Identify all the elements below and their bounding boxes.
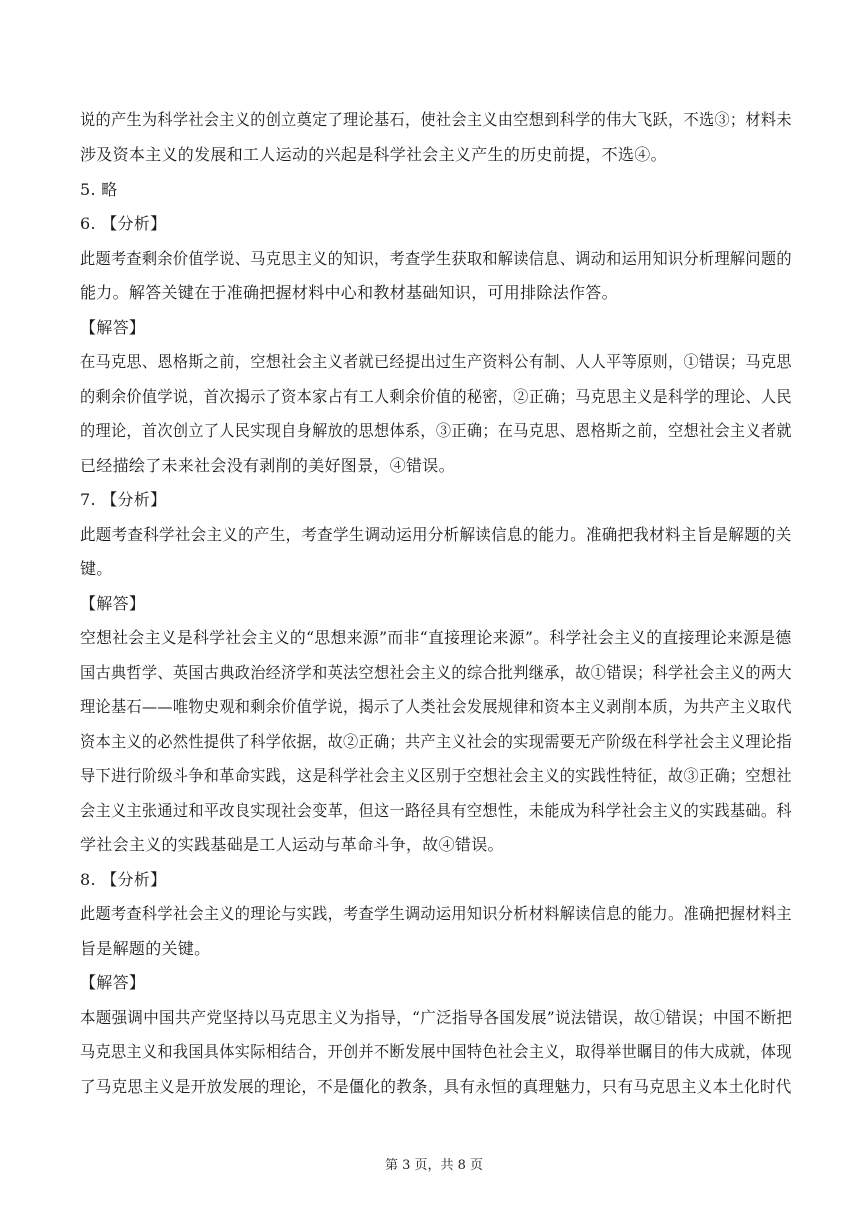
text-line: 马克思主义和我国具体实际相结合，开创并不断发展中国特色社会主义，取得举世瞩目的伟大成就，体现 [80, 1042, 792, 1061]
text-line: 能力。解答关键在于准确把握材料中心和教材基础知识，可用排除法作答。 [80, 283, 618, 302]
text-line: 已经描绘了未来社会没有剥削的美好图景，④错误。 [80, 456, 455, 475]
text-line: 5. 略 [80, 180, 118, 199]
page-footer: 第 3 页，共 8 页 [384, 1158, 484, 1173]
text-line: 会主义主张通过和平改良实现社会变革，但这一路径具有空想性，未能成为科学社会主义的实践基础。科 [80, 801, 792, 820]
text-line: 【解答】 [80, 594, 146, 613]
text-line: 的理论，首次创立了人民实现自身解放的思想体系，③正确；在马克思、恩格斯之前，空想社会主义者就 [80, 421, 792, 440]
text-line: 7. 【分析】 [80, 490, 167, 509]
text-line: 【解答】 [80, 973, 146, 992]
text-line: 理论基石——唯物史观和剩余价值学说，揭示了人类社会发展规律和资本主义剥削本质，为共产主义取代 [80, 697, 792, 716]
text-line: 资本主义的必然性提供了科学依据，故②正确；共产主义社会的实现需要无产阶级在科学社会主义理论指 [80, 732, 792, 751]
text-line: 学社会主义的实践基础是工人运动与革命斗争，故④错误。 [80, 835, 504, 854]
text-line: 6. 【分析】 [80, 214, 167, 233]
text-line: 国古典哲学、英国古典政治经济学和英法空想社会主义的综合批判继承，故①错误；科学社会主义的两大 [80, 663, 792, 682]
text-line: 空想社会主义是科学社会主义的“思想来源”而非“直接理论来源”。科学社会主义的直接理论来源是德 [80, 628, 792, 647]
text-line: 旨是解题的关键。 [80, 939, 211, 958]
text-line: 此题考查剩余价值学说、马克思主义的知识，考查学生获取和解读信息、调动和运用知识分析理解问题的 [80, 249, 792, 268]
text-line: 8. 【分析】 [80, 870, 167, 889]
document-page [80, 0, 792, 1228]
text-line: 本题强调中国共产党坚持以马克思主义为指导，“广泛指导各国发展”说法错误，故①错误；中国不断把 [80, 1008, 793, 1027]
text-line: 在马克思、恩格斯之前，空想社会主义者就已经提出过生产资料公有制、人人平等原则，①错误；马克思 [80, 352, 792, 371]
text-line: 的剩余价值学说，首次揭示了资本家占有工人剩余价值的秘密，②正确；马克思主义是科学的理论、人民 [80, 387, 792, 406]
text-line: 此题考查科学社会主义的产生，考查学生调动运用分析解读信息的能力。准确把我材料主旨是解题的关 [80, 525, 792, 544]
text-line: 导下进行阶级斗争和革命实践，这是科学社会主义区别于空想社会主义的实践性特征，故③正确；空想社 [80, 766, 792, 785]
text-line: 【解答】 [80, 318, 146, 337]
text-line: 了马克思主义是开放发展的理论，不是僵化的教条，具有永恒的真理魅力，只有马克思主义本土化时代 [80, 1077, 792, 1096]
text-line: 此题考查科学社会主义的理论与实践，考查学生调动运用知识分析材料解读信息的能力。准确把握材料主 [80, 904, 792, 923]
text-line: 说的产生为科学社会主义的创立奠定了理论基石，使社会主义由空想到科学的伟大飞跃，不选③；材料未 [80, 110, 792, 129]
text-line: 涉及资本主义的发展和工人运动的兴起是科学社会主义产生的历史前提，不选④。 [80, 145, 667, 164]
text-line: 键。 [80, 559, 113, 578]
